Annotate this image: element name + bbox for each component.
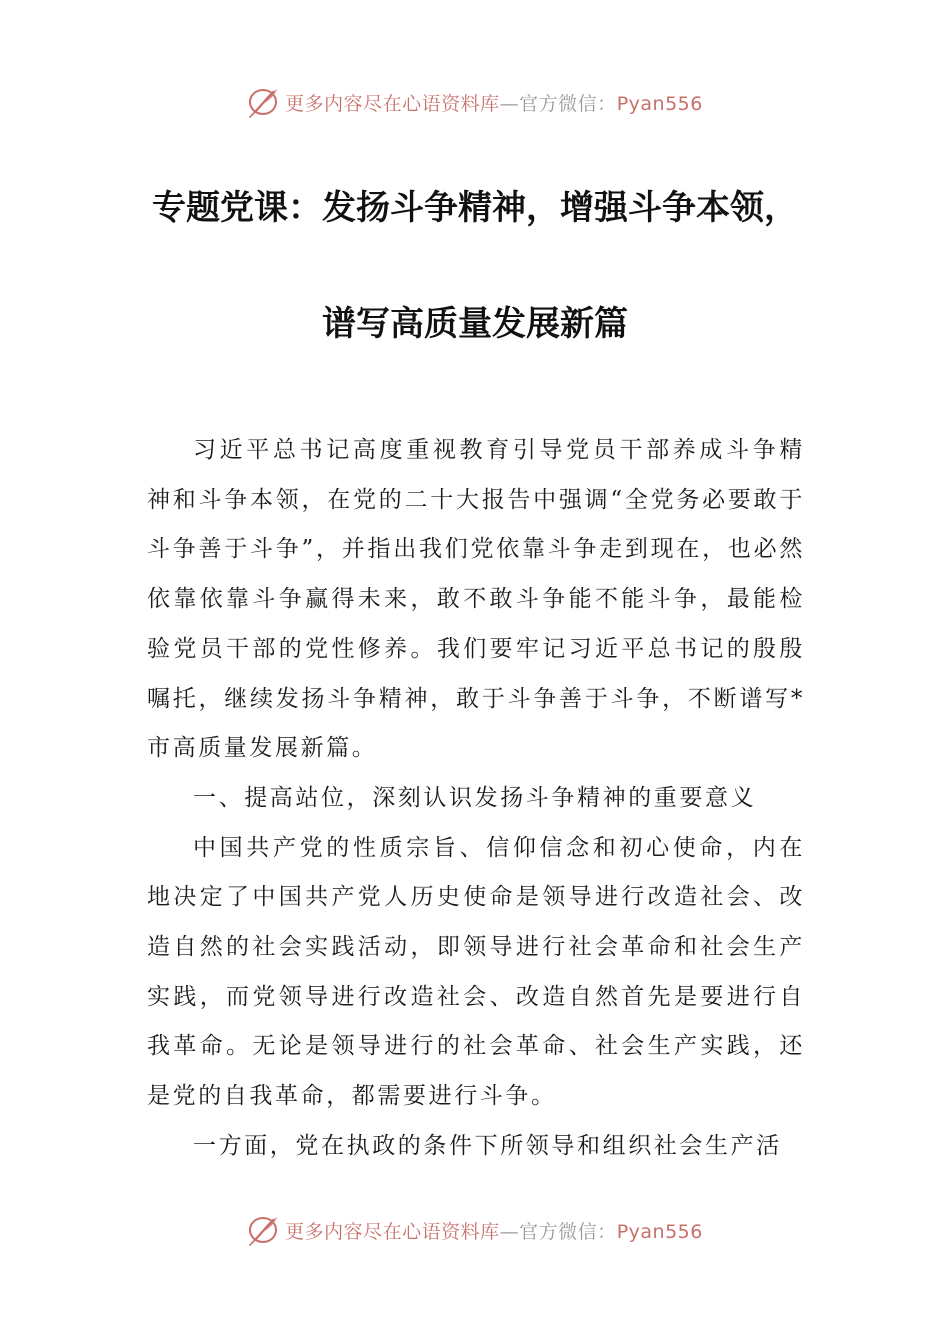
document-body [147,426,805,1172]
header-banner [0,82,950,122]
footer-banner-text [285,1217,703,1244]
section-heading-1: 一、提高站位，深刻认识发扬斗争精神的重要意义 [193,784,757,811]
footer-banner-wechat-label: 官方微信： [519,1220,617,1243]
paragraph-on-one-hand: 一方面，党在执政的条件下所领导和组织社会生产活 [193,1132,782,1159]
footer-banner-dash: — [499,1220,520,1243]
paragraph-intro: 习近平总书记高度重视教育引导党员干部养成斗争精神和斗争本领，在党的二十大报告中强调“全党务必要敢于斗争善于斗争”，并指出我们党依靠斗争走到现在，也必然依靠依靠斗争赢得未来，敢不敢斗争能不能斗争，最能检验党员干部的党性修养。我们要牢记习近平总书记的殷殷嘱托，继续发扬斗争精神，敢于斗争善于斗争，不断谱写*市高质量发展新篇。 [147,437,805,762]
quill-logo-icon [247,1213,281,1247]
header-banner-wechat-id: Pyan556 [616,92,703,115]
footer-banner-main: 更多内容尽在心语资料库 [285,1220,500,1243]
document-title-line-1: 专题党课：发扬斗争精神，增强斗争本领， [152,188,798,228]
document-title-line-2: 谱写高质量发展新篇 [322,304,628,344]
footer-banner [0,1210,950,1250]
header-banner-text [285,89,703,116]
header-banner-main: 更多内容尽在心语资料库 [285,92,500,115]
paragraph-section-1: 中国共产党的性质宗旨、信仰信念和初心使命，内在地决定了中国共产党人历史使命是领导进行改造社会、改造自然的社会实践活动，即领导进行社会革命和社会生产实践，而党领导进行改造社会、改造自然首先是要进行自我革命。无论是领导进行的社会革命、社会生产实践，还是党的自我革命，都需要进行斗争。 [147,834,805,1110]
footer-banner-wechat-id: Pyan556 [616,1220,703,1243]
header-banner-wechat-label: 官方微信： [519,92,617,115]
header-banner-dash: — [499,92,520,115]
quill-logo-icon [247,85,281,119]
